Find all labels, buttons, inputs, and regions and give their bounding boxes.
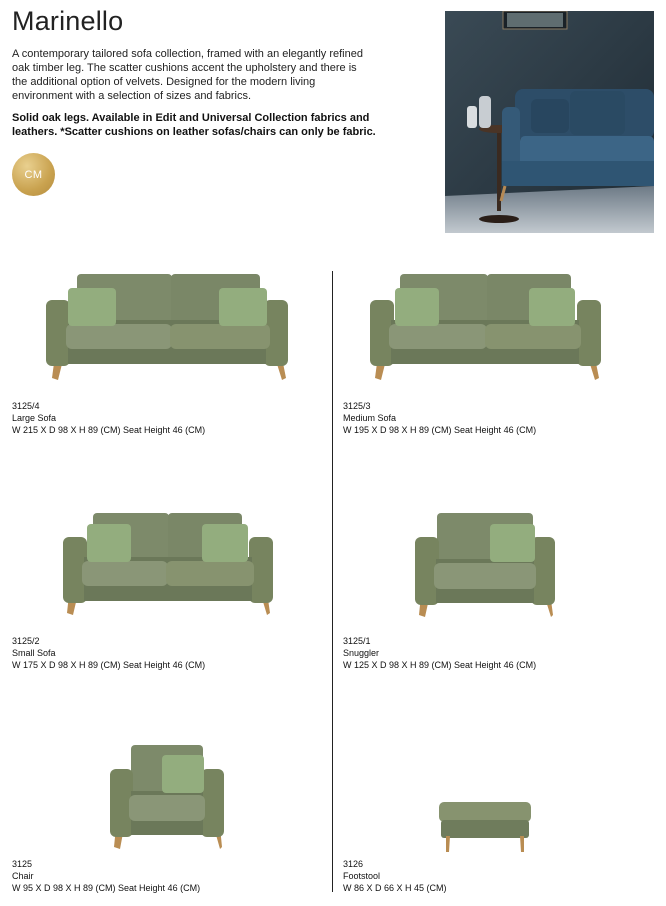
lifestyle-photo [445, 11, 654, 233]
product-code: 3125/1 [343, 636, 371, 646]
product-image-footstool [438, 800, 532, 854]
cm-badge: CM [12, 153, 55, 196]
collection-title: Marinello [12, 6, 124, 36]
product-caption-snuggler [343, 635, 536, 671]
product-caption-large-sofa [12, 400, 205, 436]
product-image-large-sofa [44, 272, 292, 384]
product-code: 3125/3 [343, 401, 371, 411]
collection-notes: Solid oak legs. Available in Edit and Universal Collection fabrics and leathers. *Scatter cushions on leather sofas/chairs can only be fabric. [12, 112, 376, 138]
product-name: Footstool [343, 871, 381, 881]
product-caption-chair [12, 858, 200, 894]
product-code: 3125/4 [12, 401, 40, 411]
product-dimensions: W 86 X D 66 X H 45 (CM) [343, 883, 447, 893]
product-name: Snuggler [343, 648, 380, 658]
product-name: Large Sofa [12, 413, 57, 423]
product-image-chair [109, 743, 225, 853]
column-divider [332, 271, 333, 892]
product-dimensions: W 215 X D 98 X H 89 (CM) Seat Height 46 (CM) [12, 425, 206, 435]
product-caption-footstool [343, 858, 447, 894]
product-image-snuggler [414, 511, 556, 621]
product-dimensions: W 195 X D 98 X H 89 (CM) Seat Height 46 (CM) [343, 425, 537, 435]
product-name: Small Sofa [12, 648, 56, 658]
product-code: 3125/2 [12, 636, 40, 646]
product-dimensions: W 175 X D 98 X H 89 (CM) Seat Height 46 (CM) [12, 660, 206, 670]
product-code: 3126 [343, 859, 364, 869]
product-dimensions: W 95 X D 98 X H 89 (CM) Seat Height 46 (CM) [12, 883, 201, 893]
product-image-medium-sofa [369, 272, 603, 384]
product-name: Chair [12, 871, 34, 881]
collection-description: A contemporary tailored sofa collection, framed with an elegantly refined oak timber leg. The scatter cushions accent the upholstery and there is the additional option of velvets. Designed for the modern living environment with a selection of sizes and fabrics. [12, 48, 363, 102]
product-caption-small-sofa [12, 635, 205, 671]
product-name: Medium Sofa [343, 413, 397, 423]
product-caption-medium-sofa [343, 400, 536, 436]
product-dimensions: W 125 X D 98 X H 89 (CM) Seat Height 46 (CM) [343, 660, 537, 670]
product-code: 3125 [12, 859, 33, 869]
product-image-small-sofa [62, 511, 274, 619]
